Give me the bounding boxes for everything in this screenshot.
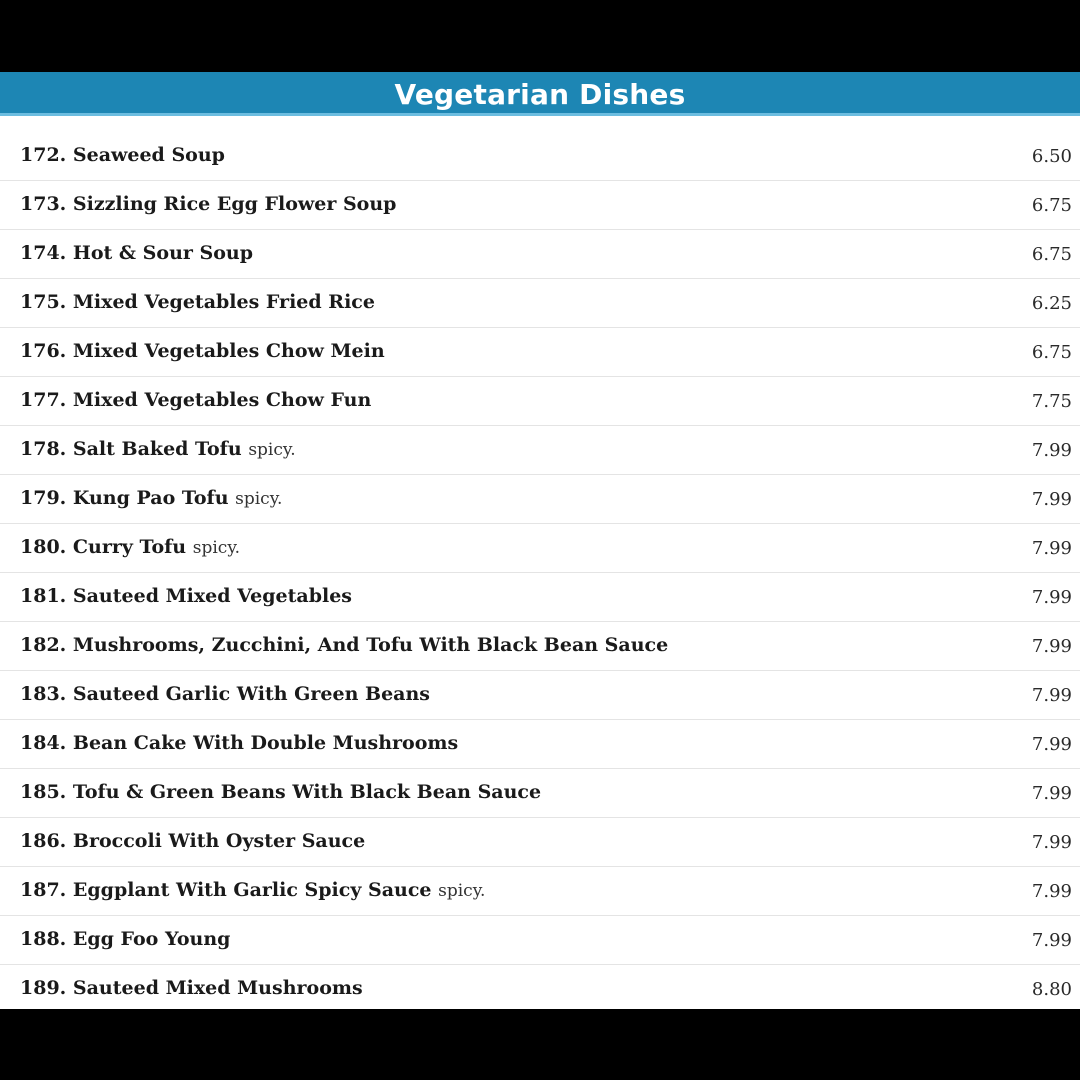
item-price: 8.80 <box>1031 979 1072 1000</box>
item-price: 7.99 <box>1031 881 1072 902</box>
item-price: 7.99 <box>1031 930 1072 951</box>
item-price: 7.99 <box>1031 440 1072 461</box>
menu-item <box>0 965 1080 1014</box>
item-name: 189. Sauteed Mixed Mushrooms <box>20 977 363 999</box>
menu-item <box>0 622 1080 671</box>
item-name: 181. Sauteed Mixed Vegetables <box>20 585 352 607</box>
item-name: 173. Sizzling Rice Egg Flower Soup <box>20 193 397 215</box>
menu-item <box>0 426 1080 475</box>
item-price: 6.75 <box>1031 244 1072 265</box>
section-header <box>0 72 1080 116</box>
menu-item <box>0 524 1080 573</box>
item-name: 175. Mixed Vegetables Fried Rice <box>20 291 375 313</box>
menu-item <box>0 671 1080 720</box>
spicy-note: spicy. <box>438 881 486 901</box>
item-name: 186. Broccoli With Oyster Sauce <box>20 830 366 852</box>
item-name: 174. Hot & Sour Soup <box>20 242 254 264</box>
item-name: 177. Mixed Vegetables Chow Fun <box>20 389 372 411</box>
item-price: 6.25 <box>1031 293 1072 314</box>
item-name: 182. Mushrooms, Zucchini, And Tofu With Black Bean Sauce <box>20 634 669 656</box>
menu-item <box>0 181 1080 230</box>
menu-list <box>0 132 1080 1014</box>
spicy-note: spicy. <box>248 440 296 460</box>
spicy-note: spicy. <box>192 538 241 558</box>
item-price: 7.99 <box>1031 636 1072 657</box>
item-name: 176. Mixed Vegetables Chow Mein <box>20 340 385 362</box>
item-price: 7.99 <box>1031 832 1072 853</box>
item-name: 179. Kung Pao Tofu spicy. <box>20 487 283 509</box>
menu-item <box>0 769 1080 818</box>
item-price: 6.75 <box>1031 195 1072 216</box>
item-name: 172. Seaweed Soup <box>20 144 225 166</box>
item-price: 7.99 <box>1031 538 1072 559</box>
menu-item <box>0 328 1080 377</box>
item-name: 183. Sauteed Garlic With Green Beans <box>20 683 430 705</box>
item-name: 188. Egg Foo Young <box>20 928 231 950</box>
item-name: 178. Salt Baked Tofu spicy. <box>20 438 296 460</box>
menu-item <box>0 377 1080 426</box>
menu-item <box>0 720 1080 769</box>
menu-item <box>0 818 1080 867</box>
menu-item <box>0 279 1080 328</box>
menu-item <box>0 230 1080 279</box>
item-price: 6.75 <box>1031 342 1072 363</box>
item-name: 180. Curry Tofu spicy. <box>20 536 241 558</box>
item-name: 185. Tofu & Green Beans With Black Bean Sauce <box>20 781 542 803</box>
item-name: 184. Bean Cake With Double Mushrooms <box>20 732 459 754</box>
item-price: 7.99 <box>1031 587 1072 608</box>
item-price: 7.75 <box>1031 391 1072 412</box>
menu-item <box>0 916 1080 965</box>
spicy-note: spicy. <box>235 489 283 509</box>
item-name: 187. Eggplant With Garlic Spicy Sauce spicy. <box>20 879 486 901</box>
menu-item <box>0 867 1080 916</box>
item-price: 7.99 <box>1031 734 1072 755</box>
menu-item <box>0 475 1080 524</box>
item-price: 7.99 <box>1031 489 1072 510</box>
item-price: 7.99 <box>1031 783 1072 804</box>
menu-item <box>0 132 1080 181</box>
menu-item <box>0 573 1080 622</box>
item-price: 7.99 <box>1031 685 1072 706</box>
section-title: Vegetarian Dishes <box>394 78 686 111</box>
item-price: 6.50 <box>1031 146 1072 167</box>
menu-section <box>0 72 1080 1009</box>
